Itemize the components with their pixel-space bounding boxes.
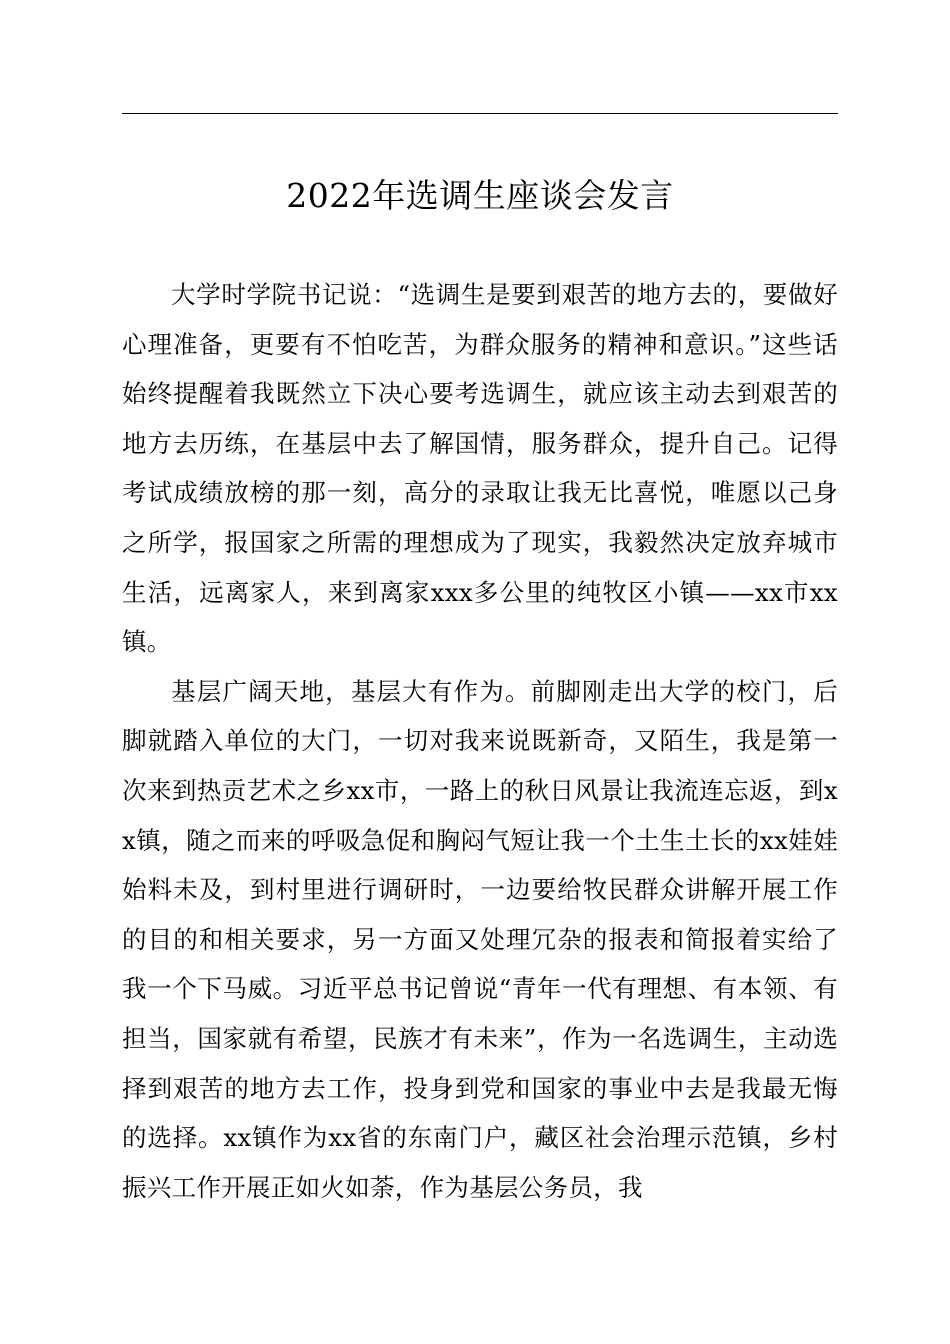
paragraph-1: 大学时学院书记说：“选调生是要到艰苦的地方去的，要做好心理准备，更要有不怕吃苦，为群众服务的精神和意识。”这些话始终提醒着我既然立下决心要考选调生，就应该主动去到艰苦的地方去历练，在基层中去了解国情，服务群众，提升自己。记得考试成绩放榜的那一刻，高分的录取让我无比喜悦，唯愿以己身之所学，报国家之所需的理想成为了现实，我毅然决定放弃城市生活，远离家人，来到离家xxx多公里的纯牧区小镇——xx市xx镇。 [122,280,838,657]
document-title: 2022年选调生座谈会发言 [286,176,674,215]
header-rule [122,113,838,114]
paragraph-2: 基层广阔天地，基层大有作为。前脚刚走出大学的校门，后脚就踏入单位的大门，一切对我来说既新奇，又陌生，我是第一次来到热贡艺术之乡xx市，一路上的秋日风景让我流连忘返，到xx镇，随之而来的呼吸急促和胸闷气短让我一个土生土长的xx娃娃始料未及，到村里进行调研时，一边要给牧民群众讲解开展工作的目的和相关要求，另一方面又处理冗杂的报表和简报着实给了我一个下马威。习近平总书记曾说“青年一代有理想、有本领、有担当，国家就有希望，民族才有未来”，作为一名选调生，主动选择到艰苦的地方去工作，投身到党和国家的事业中去是我最无悔的选择。xx镇作为xx省的东南门户，藏区社会治理示范镇，乡村振兴工作开展正如火如荼，作为基层公务员，我 [122,676,838,1202]
document-body [122,270,838,1212]
